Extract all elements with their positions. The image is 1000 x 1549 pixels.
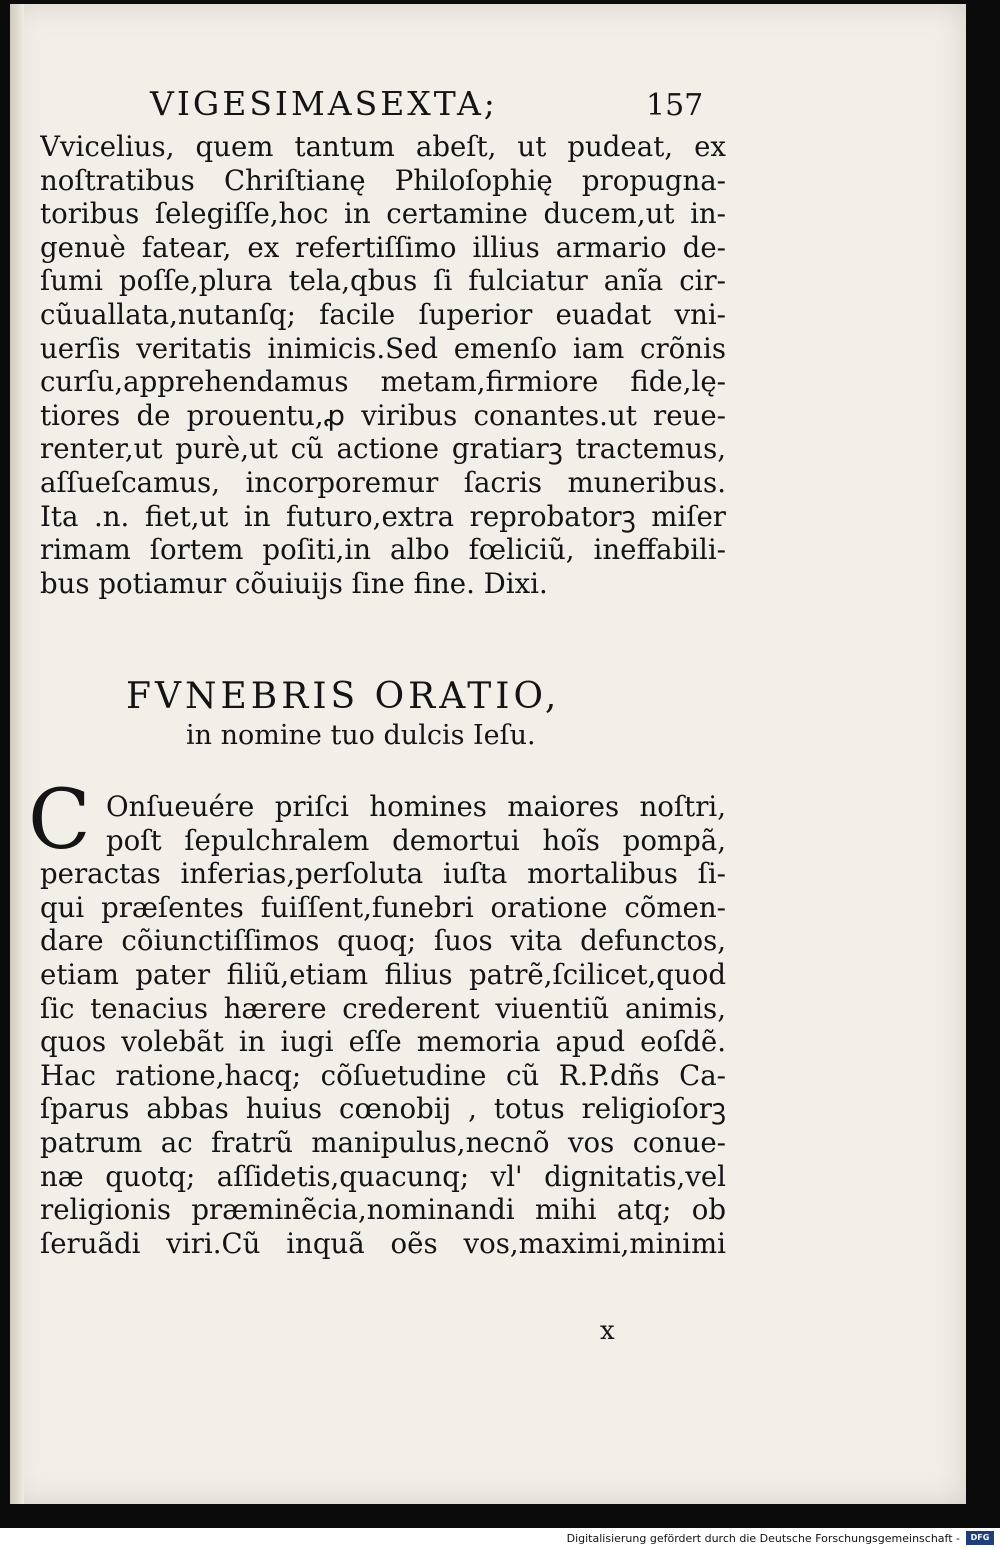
footer-credit: Digitalisierung gefördert durch die Deutsche Forschungsgemeinschaft -: [566, 1532, 960, 1545]
text-line: ſparus abbas huius cœnobij , totus religioſorꝫ: [40, 1092, 726, 1126]
text-line: næ quotq; aſſidetis,quacunq; vl' dignitatis,vel: [40, 1159, 726, 1193]
footer-bar: [0, 1528, 1000, 1549]
text-line: Ita .n. fiet,ut in futuro,extra reprobatorꝫ miſer: [40, 499, 726, 533]
text-line: poſt ſepulchralem demortui hoĩs pompã,: [106, 823, 726, 857]
text-line: etiam pater filiũ,etiam filius patrẽ,ſcilicet,quod: [40, 957, 726, 991]
text-line: tiores de prouentu,ꝓ viribus conantes.ut reue-: [40, 398, 726, 432]
text-line: Onſueuére priſci homines maiores noſtri,: [106, 790, 726, 823]
section-subheading: in nomine tuo dulcis Ieſu.: [186, 720, 536, 751]
text-line: curſu,apprehendamus metam,firmiore fide,lę-: [40, 365, 726, 399]
page-number: 157: [646, 88, 704, 123]
text-line: patrum ac fratrũ manipulus,necnõ vos conue-: [40, 1125, 726, 1159]
running-head: VIGESIMASEXTA;: [150, 84, 498, 123]
text-line: rimam ſortem poſiti,in albo fœliciũ, ineffabili-: [40, 533, 726, 567]
paragraph-1: [40, 130, 726, 600]
catchword: x: [600, 1316, 615, 1346]
text-line: bus potiamur cõuiuijs ſine fine. Dixi.: [40, 566, 548, 600]
text-line: ſumi poſſe,plura tela,qbus ſi fulciatur anĩa cir-: [40, 264, 726, 298]
text-line: ſic tenacius hærere crederent viuentiũ animis,: [40, 991, 726, 1025]
dfg-logo: DFG: [966, 1531, 994, 1545]
text-line: peractas inferias,perſoluta iuſta mortalibus ſi-: [40, 857, 726, 891]
text-line: cũuallata,nutanſq; facile ſuperior euadat vni-: [40, 297, 726, 331]
text-line: renter,ut purè,ut cũ actione gratiarꝫ tractemus,: [40, 432, 726, 466]
text-line: quos volebãt in iugi eſſe memoria apud eoſdẽ.: [40, 1025, 726, 1059]
text-line: Hac ratione,hacq; cõſuetudine cũ R.P.dñs Ca-: [40, 1058, 726, 1092]
text-line: ſeruãdi viri.Cũ inquã oẽs vos,maximi,minimi: [40, 1226, 726, 1260]
text-line: genuè fatear, ex refertiſſimo illius armario de-: [40, 230, 726, 264]
text-line: toribus ſelegiſſe,hoc in certamine ducem,ut in-: [40, 197, 726, 231]
text-line: dare cõiunctiſſimos quoq; ſuos vita defunctos,: [40, 924, 726, 958]
drop-cap: C: [28, 773, 91, 868]
text-line: qui præſentes fuiſſent,funebri oratione cõmen-: [40, 890, 726, 924]
text-line: noſtratibus Chriſtianę Philoſophię propugna-: [40, 163, 726, 197]
text-line: Vvicelius, quem tantum abeſt, ut pudeat, ex: [40, 130, 726, 163]
paragraph-2: [40, 790, 726, 1260]
text-line: aſſueſcamus, incorporemur ſacris muneribus.: [40, 465, 726, 499]
text-line: uerſis veritatis inimicis.Sed emenſo iam crõnis: [40, 331, 726, 365]
section-heading: FVNEBRIS ORATIO,: [126, 676, 561, 717]
page-gutter: [10, 4, 24, 1504]
text-line: religionis præminẽcia,nominandi mihi atq; ob: [40, 1193, 726, 1227]
